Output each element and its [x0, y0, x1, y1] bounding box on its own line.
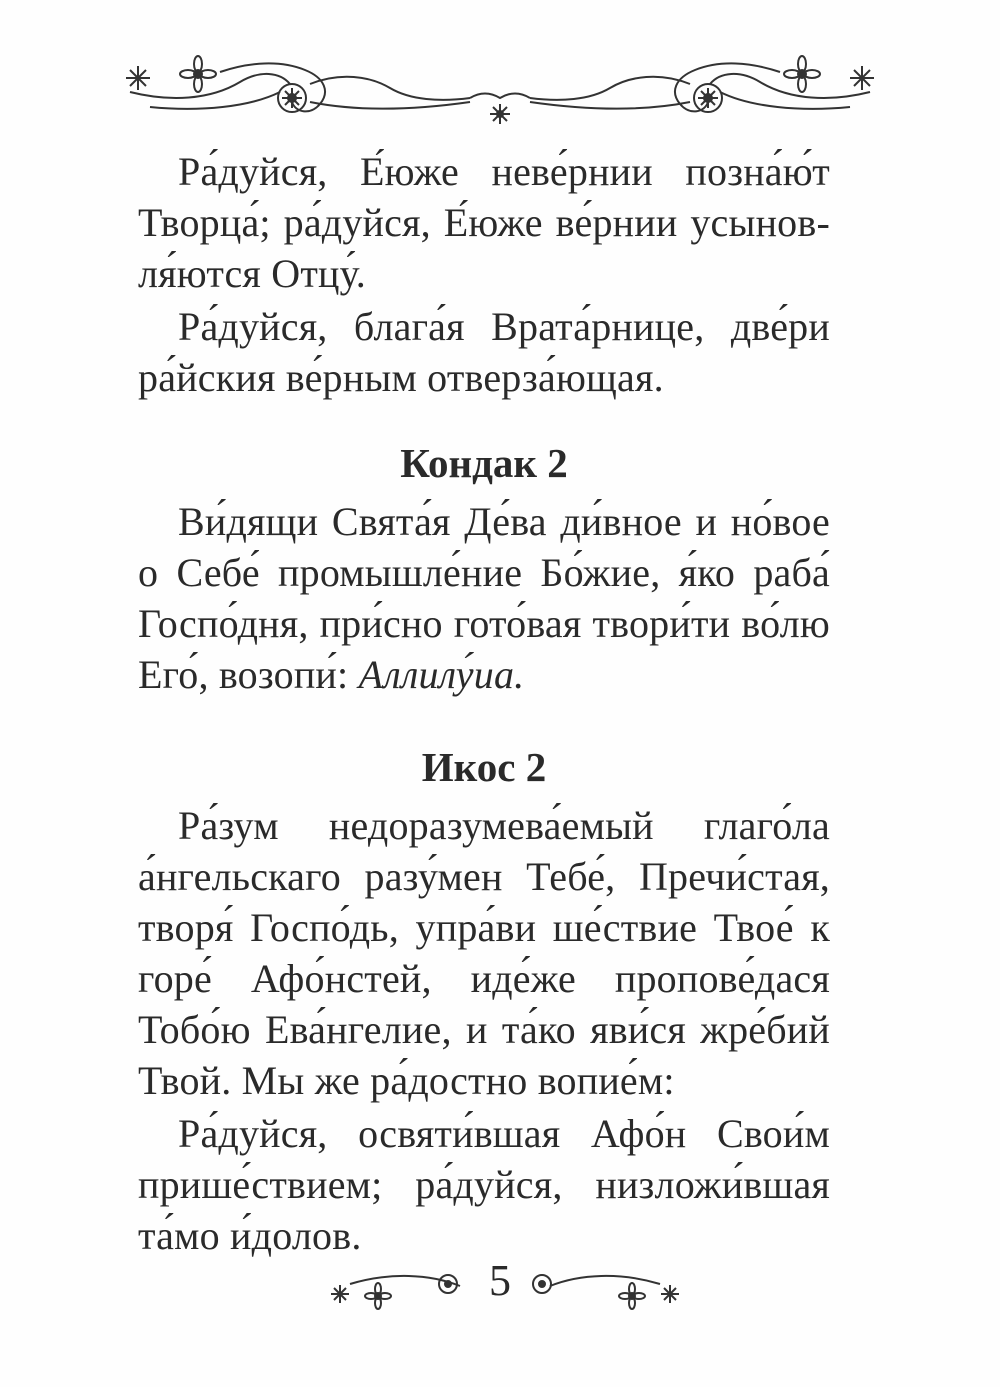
intro-block: [138, 146, 830, 403]
ikos-section: [138, 742, 830, 1261]
ikos-paragraph-1: Ра́зум недоразумева́емый глаго́ла а́нгельскаго разу́мен Тебе́, Пречи́стая, творя́ Госпо́дь, упра́ви ше́ствие Твое́ к горе́ Афо́нстей, иде́же пропове́дася Тобо́ю Ева́нгелие, и та́ко яви́ся жре́бий Твой. Мы же ра́достно вопие́м:: [138, 803, 830, 1103]
kondak-section: [138, 438, 830, 700]
kondak-title: Кондак 2: [400, 440, 568, 486]
intro-paragraph-1: Ра́дуйся, Е́юже неве́рнии позна́ю́т Творца́; ра́дуйся, Е́юже ве́рнии усынов-ля́ются Отцу́.: [138, 149, 830, 296]
kondak-text: Ви́дящи Свята́я Де́ва ди́вное и но́вое о Себе́ промышле́ние Бо́жие, я́ко раба́ Госпо́дня, при́сно гото́вая твори́ти во́лю Его́, возопи́:: [138, 499, 830, 697]
floral-header-ornament-icon: [110, 52, 890, 132]
ikos-paragraph-2: Ра́дуйся, освяти́вшая Афо́н Свои́м прише́ствием; ра́дуйся, низложи́вшая та́мо и́долов.: [138, 1111, 830, 1258]
kondak-paragraph: [138, 496, 830, 700]
page-number: 5: [489, 1256, 511, 1305]
ikos-title: Икос 2: [421, 744, 547, 790]
intro-paragraph-2: Ра́дуйся, блага́я Врата́рнице, две́ри ра́йския ве́рным отверза́ющая.: [138, 304, 830, 400]
kondak-refrain: Аллилу́иа.: [358, 652, 525, 697]
